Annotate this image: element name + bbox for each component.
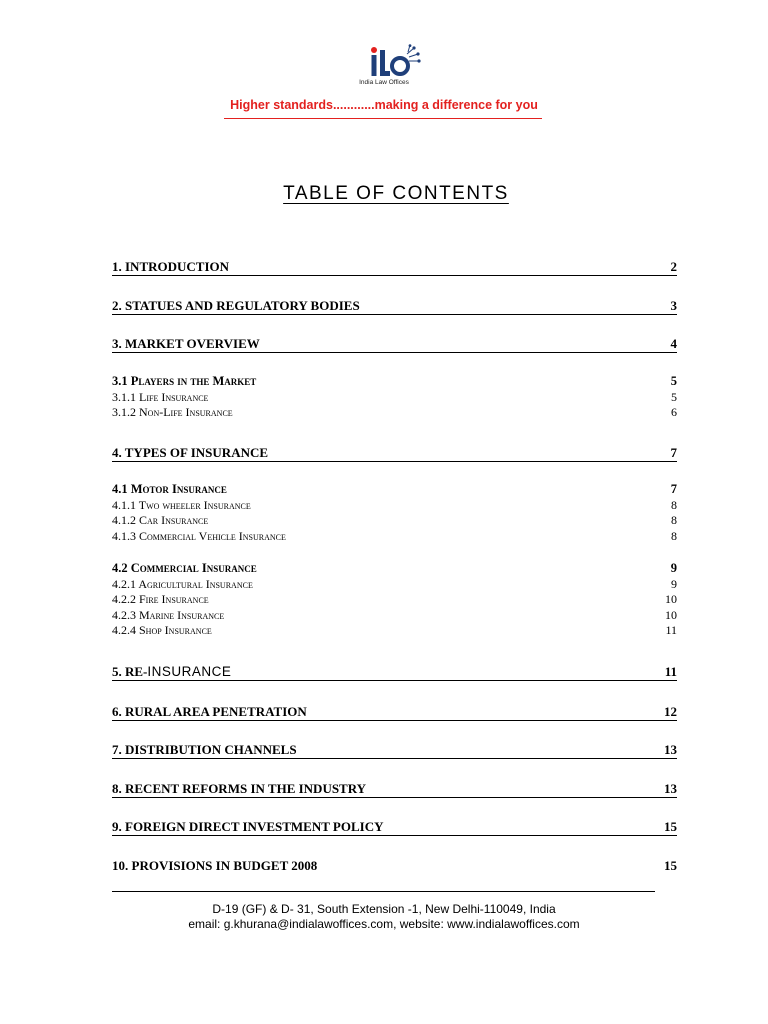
footer-address: D-19 (GF) & D- 31, South Extension -1, New Delhi-110049, India <box>212 902 556 916</box>
footer-rule <box>112 891 655 892</box>
tagline: Higher standards............making a difference for you <box>230 98 538 112</box>
toc-entry[interactable]: 3. MARKET OVERVIEW 4 <box>112 336 677 351</box>
toc-entry[interactable]: 5. RE-INSURANCE 11 <box>112 664 677 679</box>
toc-subentry[interactable]: 4.1 Motor Insurance 7 <box>112 482 677 496</box>
toc-subentry[interactable]: 4.2.2 Fire Insurance 10 <box>112 592 677 606</box>
toc-entry[interactable]: 7. DISTRIBUTION CHANNELS 13 <box>112 742 677 757</box>
footer-contact: email: g.khurana@indialawoffices.com, website: www.indialawoffices.com <box>188 917 580 931</box>
toc-entry-last[interactable]: 10. PROVISIONS IN BUDGET 2008 15 <box>112 858 677 873</box>
toc-subentry[interactable]: 4.2 Commercial Insurance 9 <box>112 561 677 575</box>
toc-subsection <box>112 482 677 544</box>
toc-entry[interactable]: 2. STATUES AND REGULATORY BODIES 3 <box>112 298 677 313</box>
toc-subentry[interactable]: 4.2.3 Marine Insurance 10 <box>112 607 677 622</box>
toc-subentry[interactable]: 4.2.1 Agricultural Insurance 9 <box>112 576 677 591</box>
page-title: TABLE OF CONTENTS <box>283 183 509 204</box>
logo-subtitle: India Law Offices <box>359 79 409 86</box>
toc-entry[interactable]: 1. INTRODUCTION 2 <box>112 259 677 274</box>
toc-subentry[interactable]: 4.2.4 Shop Insurance 11 <box>112 623 677 637</box>
toc-subentry[interactable]: 3.1.1 Life Insurance 5 <box>112 389 677 404</box>
toc-subentry[interactable]: 4.1.1 Two wheeler Insurance 8 <box>112 497 677 512</box>
toc-entry[interactable]: 8. RECENT REFORMS IN THE INDUSTRY 13 <box>112 781 677 796</box>
toc-subsection <box>112 561 677 639</box>
toc-subentry[interactable]: 3.1 Players in the Market 5 <box>112 374 677 388</box>
toc-subentry[interactable]: 4.1.3 Commercial Vehicle Insurance 8 <box>112 528 677 543</box>
toc-entry[interactable]: 6. RURAL AREA PENETRATION 12 <box>112 704 677 719</box>
toc-subsection <box>112 374 677 421</box>
tagline-rule <box>224 118 542 119</box>
toc-entry[interactable]: 4. TYPES OF INSURANCE 7 <box>112 445 677 460</box>
toc-subentry[interactable]: 4.1.2 Car Insurance 8 <box>112 513 677 527</box>
toc-subentry[interactable]: 3.1.2 Non-Life Insurance 6 <box>112 405 677 419</box>
toc-entry[interactable]: 9. FOREIGN DIRECT INVESTMENT POLICY 15 <box>112 819 677 834</box>
